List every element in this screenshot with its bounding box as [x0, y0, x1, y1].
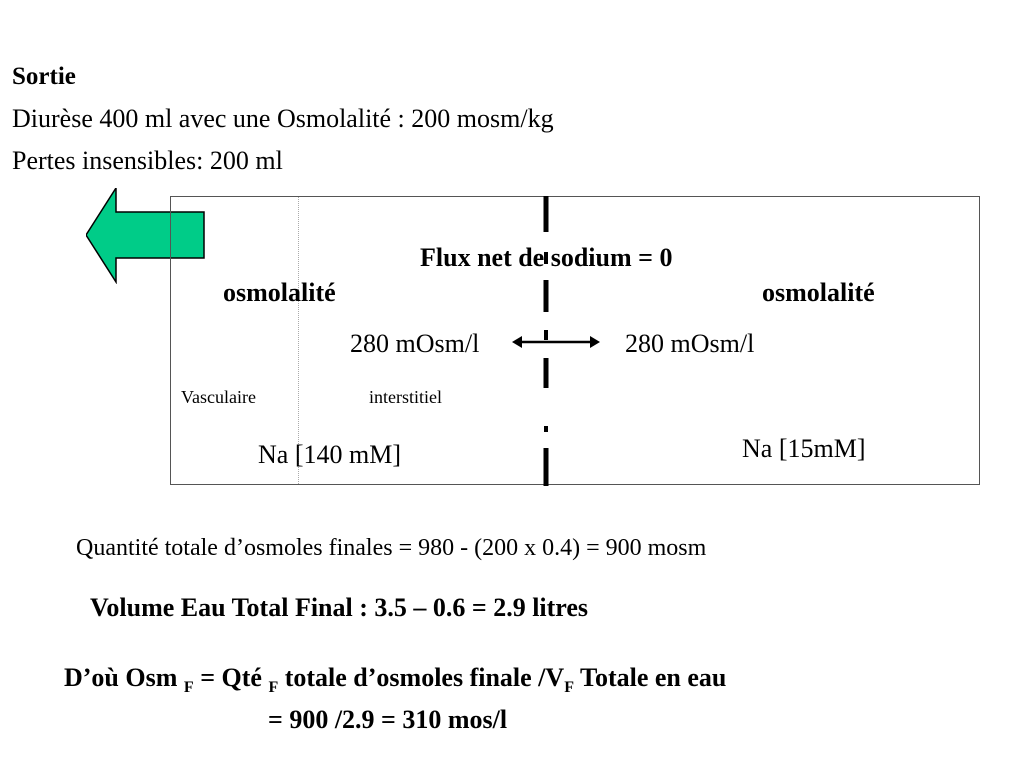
section-title: Sortie — [12, 63, 76, 90]
formula-subscript-1: F — [183, 679, 194, 696]
exchange-double-arrow-icon — [512, 330, 600, 354]
formula-subscript-2: F — [268, 679, 279, 696]
diuresis-text: Diurèse 400 ml avec une Osmolalité : 200 mosm/kg — [12, 104, 554, 133]
final-osmolality-formula — [64, 663, 727, 696]
formula-subscript-3: F — [564, 679, 574, 696]
formula-part-1: D’où Osm — [64, 663, 184, 692]
sodium-flux-label: Flux net de sodium = 0 — [420, 243, 673, 272]
left-sodium-concentration: Na [140 mM] — [258, 440, 401, 469]
formula-part-4: Totale en eau — [573, 663, 727, 692]
final-osmolality-result: = 900 /2.9 = 310 mos/l — [268, 705, 508, 734]
right-sodium-concentration: Na [15mM] — [742, 434, 866, 463]
final-water-volume-text: Volume Eau Total Final : 3.5 – 0.6 = 2.9 litres — [90, 593, 589, 622]
left-osmolality-label: osmolalité — [223, 278, 336, 307]
interstitial-label: interstitiel — [369, 387, 442, 407]
formula-part-3: totale d’osmoles finale /V — [278, 663, 565, 692]
total-osmoles-text: Quantité totale d’osmoles finales = 980 - (200 x 0.4) = 900 mosm — [76, 535, 707, 561]
right-osmolality-label: osmolalité — [762, 278, 875, 307]
insensible-losses-text: Pertes insensibles: 200 ml — [12, 146, 283, 175]
right-osmolality-value: 280 mOsm/l — [625, 329, 755, 358]
left-osmolality-value: 280 mOsm/l — [350, 329, 480, 358]
formula-part-2: = Qté — [193, 663, 269, 692]
vascular-label: Vasculaire — [181, 387, 256, 407]
